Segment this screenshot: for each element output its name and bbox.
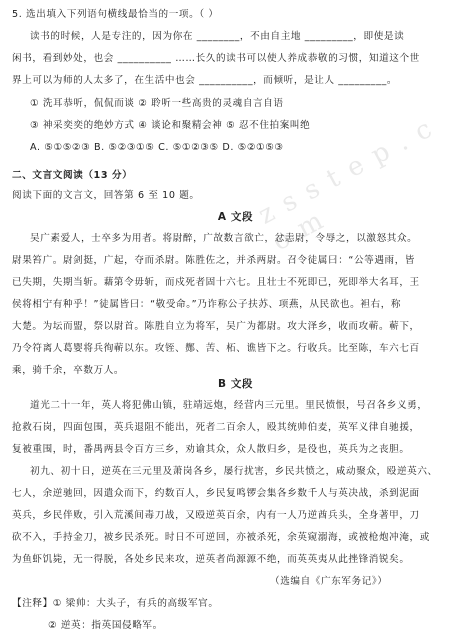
text-b-heading: B 文段 bbox=[217, 378, 254, 390]
text-b-line: 抢救石岗，四面包围，英兵退阻不能出，死者二百余人，殴其统帅伯麦，英军义律自驰援， bbox=[12, 422, 420, 433]
text-b-line: 为鱼虾饥毙，无一得脱，各处乡民来攻，逆英者尚源源不绝，而英英夷从此挫锋消锐矣。 bbox=[12, 554, 410, 565]
text-b-line: 砍不入，手持金刀，被乡民杀死。时日不可逆回，亦被杀死，余英窥溺海，或被枪炮冲淹，或 bbox=[12, 532, 430, 543]
text-a-line: 已失期，失期当斩。藉第令毋斩，而戍死者固十六七。且壮士不死即已，死即举大名耳，王 bbox=[12, 277, 420, 288]
text-a-line: 侯将相宁有种乎！”徒属皆曰：“敬受命。”乃诈称公子扶苏、项燕，从民欲也。袒右，称 bbox=[12, 299, 402, 310]
text-b-line: 道光二十一年，英人将犯佛山镇，驻靖远炮，经营内三元里。里民愤恨，号召各乡义勇， bbox=[30, 400, 428, 411]
text-b-line: 初九、初十日，逆英在三元里及萧岗各乡，屡行扰害，乡民共愤之，咸动聚众，殴逆英六、 bbox=[30, 466, 438, 477]
q5-options-row-2: ③ 神采奕奕的绝妙方式 ④ 谈论和聚精会神 ⑤ 忍不住拍案叫绝 bbox=[30, 120, 311, 131]
q5-stem: 5. 选出填入下列语句横线最恰当的一项。（ ） bbox=[12, 9, 219, 20]
q5-choices: A. ⑤①⑤②③ B. ⑤②③①⑤ C. ⑤①②③⑤ D. ⑤②①⑤③ bbox=[30, 142, 284, 153]
q5-para-line-2: 闲书，看到妙处，也会 __________ ……长久的读书可以使人养成恭敬的习惯，知道这个世 bbox=[12, 53, 420, 64]
text-a-line: 尉果笞广。尉剑挺，广起，夺而杀尉。陈胜佐之，并杀两尉。召令徒属曰：“公等遇雨，皆 bbox=[12, 255, 416, 266]
q5-para-line-3: 界上可以为师的人太多了，在生活中也会 __________，而倾听，是让人 _________。 bbox=[12, 75, 398, 86]
text-b-source: （选编自《广东军务记》） bbox=[270, 576, 388, 587]
note-line-2: ② 逆英：指英国侵略军。 bbox=[48, 620, 163, 631]
watermark: z s s t e p . c o m bbox=[253, 113, 439, 258]
text-b-line: 七人，余逆驰回，因遣众而下，约数百人，乡民复鸣锣会集各乡数千人与英决战，杀到泥面 bbox=[12, 488, 420, 499]
text-a-line: 大楚。为坛而盟，祭以尉首。陈胜自立为将军，吴广为都尉。攻大泽乡，收而攻蕲。蕲下， bbox=[12, 321, 420, 332]
text-a-line: 乘，骑千余，卒数万人。 bbox=[12, 365, 125, 376]
text-a-line: 吴广素爱人，士卒多为用者。将尉醉，广故数言欲亡，忿恚尉，令辱之，以激怒其众。 bbox=[30, 233, 418, 244]
text-a-heading: A 文段 bbox=[217, 211, 254, 223]
q5-options-row-1: ① 洗耳恭听，侃侃而谈 ② 聆听一些高贵的灵魂自言自语 bbox=[30, 98, 284, 109]
text-b-line: 英兵，乡民伴败，引入荒溪间毒刀战，又殴逆英百余，内有一人乃逆酋兵头，全身著甲，刀 bbox=[12, 510, 420, 521]
text-b-line: 复被重围，时，番禺两县令百方三乡，劝谕其众，众人散归乡，是役也，英兵为之丧胆。 bbox=[12, 444, 410, 455]
text-a-line: 乃令符离人葛婴将兵徇蕲以东。攻铚、酂、苦、柘、谯皆下之。行收兵。比至陈，车六七百 bbox=[12, 343, 420, 354]
note-line-1: 【注释】① 梁帅：大头子，有兵的高级军官。 bbox=[12, 598, 219, 609]
section-instruction: 阅读下面的文言文，回答第 6 至 10 题。 bbox=[12, 190, 200, 201]
section-title: 二、文言文阅读（13 分） bbox=[12, 170, 133, 181]
q5-para-line-1: 读书的时候，人是专注的，因为你在 ________，不由自主地 _________，即使是读 bbox=[30, 31, 405, 42]
